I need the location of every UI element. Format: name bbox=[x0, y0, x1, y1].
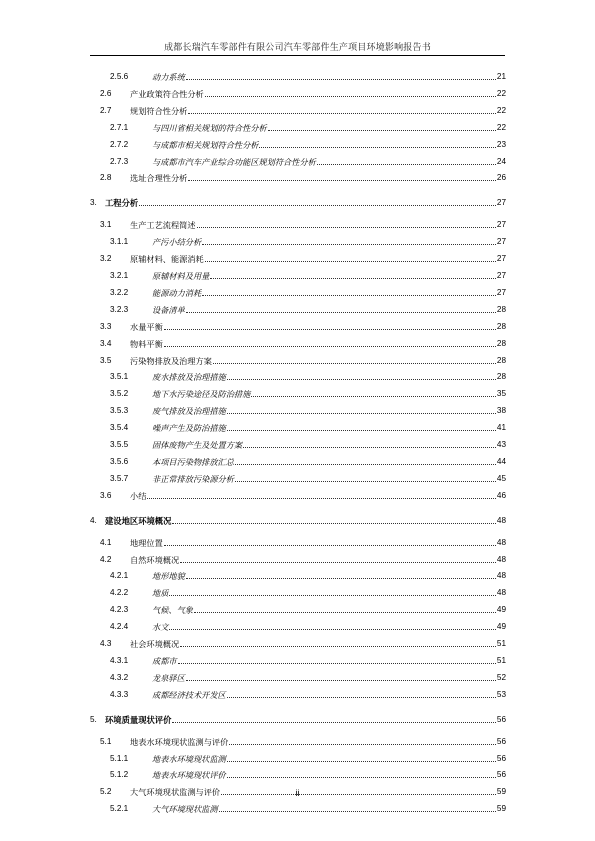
toc-entry-page: 24 bbox=[496, 155, 506, 169]
toc-leader-dots bbox=[169, 595, 496, 596]
toc-leader-dots bbox=[147, 498, 496, 499]
toc-entry-page: 27 bbox=[496, 269, 506, 283]
toc-leader-dots bbox=[219, 811, 496, 812]
toc-entry-page: 22 bbox=[496, 87, 506, 101]
toc-entry-number: 4.3 bbox=[100, 639, 112, 648]
toc-entry-number: 3. bbox=[90, 198, 97, 208]
toc-entry[interactable] bbox=[90, 768, 506, 782]
toc-entry-number: 3.1.1 bbox=[110, 237, 129, 247]
toc-entry-title: 龙泉驿区 bbox=[152, 672, 185, 683]
toc-entry[interactable] bbox=[90, 569, 506, 583]
toc-entry-number: 2.7.1 bbox=[110, 122, 129, 132]
toc-leader-dots bbox=[186, 79, 496, 80]
toc-entry[interactable] bbox=[90, 155, 506, 169]
toc-entry-number: 3.6 bbox=[100, 490, 112, 500]
toc-entry[interactable] bbox=[90, 320, 506, 334]
toc-leader-dots bbox=[180, 562, 496, 563]
toc-entry-title: 水量平衡 bbox=[130, 321, 163, 332]
toc-entry-number: 5.1 bbox=[100, 736, 112, 746]
toc-entry[interactable] bbox=[90, 620, 506, 634]
toc-entry-number: 2.7 bbox=[100, 105, 112, 115]
toc-entry-title: 与成都市相关规划符合性分析 bbox=[152, 139, 259, 150]
toc-entry-title: 物料平衡 bbox=[130, 338, 163, 349]
toc-entry-page: 27 bbox=[496, 218, 506, 232]
toc-leader-dots bbox=[194, 612, 496, 613]
toc-entry-page: 56 bbox=[496, 713, 506, 727]
toc-entry-page: 28 bbox=[496, 337, 506, 351]
toc-entry-page: 27 bbox=[496, 252, 506, 266]
toc-entry-number: 3.3 bbox=[100, 321, 112, 331]
toc-entry[interactable] bbox=[90, 536, 506, 550]
toc-entry-number: 4.3.1 bbox=[110, 655, 129, 665]
toc-entry-title: 生产工艺流程简述 bbox=[130, 220, 196, 231]
toc-entry-number: 5.2 bbox=[100, 787, 112, 797]
toc-entry[interactable] bbox=[90, 218, 506, 232]
toc-leader-dots bbox=[186, 578, 496, 579]
toc-entry-title: 非正常排放污染源分析 bbox=[152, 473, 234, 484]
toc-entry[interactable] bbox=[90, 196, 506, 210]
toc-entry-title: 原辅材料、能源消耗 bbox=[130, 254, 204, 265]
toc-leader-dots bbox=[172, 523, 496, 524]
toc-leader-dots bbox=[268, 130, 496, 131]
toc-entry-title: 噪声产生及防治措施 bbox=[152, 423, 226, 434]
toc-entry-page: 26 bbox=[496, 171, 506, 185]
toc-entry[interactable] bbox=[90, 70, 506, 84]
toc-entry-page: 46 bbox=[496, 489, 506, 503]
toc-entry-number: 4.2 bbox=[100, 554, 112, 564]
toc-entry-title: 大气环境现状监测 bbox=[152, 804, 218, 815]
toc-entry-title: 地形地貌 bbox=[152, 571, 185, 582]
toc-entry-title: 水文 bbox=[152, 622, 169, 633]
toc-leader-dots bbox=[205, 261, 496, 262]
toc-entry-title: 废气排放及治理措施 bbox=[152, 406, 226, 417]
toc-entry-number: 2.7.2 bbox=[110, 139, 129, 149]
toc-entry-page: 43 bbox=[496, 438, 506, 452]
toc-entry[interactable] bbox=[90, 553, 506, 567]
toc-entry-number: 3.5 bbox=[100, 355, 112, 365]
toc-entry-page: 27 bbox=[496, 196, 506, 210]
toc-entry-page: 22 bbox=[496, 121, 506, 135]
toc-entry[interactable] bbox=[90, 87, 506, 101]
toc-entry-title: 动力系统 bbox=[152, 72, 185, 82]
toc-entry-title: 成都市 bbox=[152, 655, 177, 666]
toc-leader-dots bbox=[164, 346, 496, 347]
toc-entry[interactable] bbox=[90, 121, 506, 135]
toc-entry[interactable] bbox=[90, 171, 506, 185]
toc-leader-dots bbox=[178, 663, 496, 664]
toc-entry-page: 48 bbox=[496, 536, 506, 550]
toc-entry-number: 3.5.5 bbox=[110, 440, 129, 449]
toc-entry[interactable] bbox=[90, 735, 506, 749]
toc-entry-number: 4.2.1 bbox=[110, 571, 129, 581]
toc-entry-title: 地质 bbox=[152, 588, 169, 599]
toc-entry-page: 44 bbox=[496, 455, 506, 469]
toc-entry-page: 28 bbox=[496, 370, 506, 384]
toc-entry-title: 规划符合性分析 bbox=[130, 105, 188, 116]
toc-entry[interactable] bbox=[90, 104, 506, 118]
toc-entry-number: 3.5.4 bbox=[110, 423, 129, 433]
toc-entry[interactable] bbox=[90, 252, 506, 266]
toc-entry-page: 56 bbox=[496, 752, 506, 766]
toc-entry[interactable] bbox=[90, 489, 506, 503]
toc-entry-number: 5.2.1 bbox=[110, 804, 129, 814]
toc-entry-page: 48 bbox=[496, 553, 506, 567]
toc-leader-dots bbox=[188, 113, 496, 114]
toc-entry-title: 建设地区环境概况 bbox=[105, 515, 172, 526]
toc-entry[interactable] bbox=[90, 455, 506, 469]
toc-entry[interactable] bbox=[90, 713, 506, 727]
toc-entry-page: 21 bbox=[496, 70, 506, 84]
toc-entry-number: 3.5.6 bbox=[110, 456, 129, 466]
header-rule bbox=[90, 55, 505, 56]
toc-entry[interactable] bbox=[90, 671, 506, 685]
toc-entry[interactable] bbox=[90, 235, 506, 249]
toc-entry-page: 27 bbox=[496, 286, 506, 300]
toc-entry[interactable] bbox=[90, 404, 506, 418]
toc-leader-dots bbox=[213, 363, 496, 364]
toc-entry[interactable] bbox=[90, 603, 506, 617]
running-header: 成都长瑞汽车零部件有限公司汽车零部件生产项目环境影响报告书 bbox=[164, 43, 431, 53]
toc-leader-dots bbox=[227, 777, 496, 778]
toc-entry[interactable] bbox=[90, 637, 506, 651]
toc-entry-page: 27 bbox=[496, 235, 506, 249]
toc-entry-title: 本项目污染物排放汇总 bbox=[152, 456, 234, 467]
toc-leader-dots bbox=[235, 481, 496, 482]
toc-leader-dots bbox=[227, 697, 496, 698]
toc-leader-dots bbox=[139, 205, 496, 206]
toc-entry-number: 3.2.2 bbox=[110, 287, 129, 297]
toc-entry[interactable] bbox=[90, 354, 506, 368]
toc-entry-number: 4.2.2 bbox=[110, 588, 129, 598]
toc-entry-page: 48 bbox=[496, 586, 506, 600]
toc-entry-number: 4.2.4 bbox=[110, 622, 129, 632]
toc-entry-title: 设备清单 bbox=[152, 304, 185, 315]
toc-entry-number: 3.5.1 bbox=[110, 372, 129, 382]
toc-entry-number: 3.5.7 bbox=[110, 473, 129, 483]
toc-entry[interactable] bbox=[90, 514, 506, 528]
toc-entry-title: 工程分析 bbox=[105, 198, 139, 209]
toc-entry-page: 56 bbox=[496, 735, 506, 749]
toc-entry-number: 2.6 bbox=[100, 88, 112, 98]
toc-leader-dots bbox=[317, 164, 496, 165]
toc-entry-number: 4.2.3 bbox=[110, 605, 129, 615]
toc-entry-title: 小结 bbox=[130, 490, 147, 501]
toc-entry[interactable] bbox=[90, 752, 506, 766]
toc-entry-page: 41 bbox=[496, 421, 506, 435]
toc-entry-page: 52 bbox=[496, 671, 506, 685]
toc-entry-page: 23 bbox=[496, 138, 506, 152]
toc-entry[interactable] bbox=[90, 337, 506, 351]
toc-entry-page: 28 bbox=[496, 303, 506, 317]
toc-entry-title: 地下水污染途径及防治措施 bbox=[152, 389, 251, 400]
toc-entry[interactable] bbox=[90, 438, 506, 452]
toc-leader-dots bbox=[180, 646, 496, 647]
toc-entry-page: 38 bbox=[496, 404, 506, 418]
toc-entry-number: 3.2 bbox=[100, 254, 112, 264]
toc-leader-dots bbox=[227, 379, 496, 380]
toc-entry-page: 35 bbox=[496, 387, 506, 401]
toc-entry-title: 产业政策符合性分析 bbox=[130, 88, 204, 99]
toc-entry-number: 5.1.2 bbox=[110, 770, 129, 780]
toc-entry-number: 3.2.1 bbox=[110, 271, 129, 280]
toc-leader-dots bbox=[202, 244, 496, 245]
toc-entry-page: 28 bbox=[496, 320, 506, 334]
toc-entry-page: 49 bbox=[496, 603, 506, 617]
toc-entry[interactable] bbox=[90, 303, 506, 317]
toc-entry-number: 2.5.6 bbox=[110, 72, 129, 81]
toc-entry-title: 废水排放及治理措施 bbox=[152, 372, 226, 383]
toc-entry-title: 自然环境概况 bbox=[130, 554, 180, 565]
toc-entry-title: 与成都市汽车产业综合功能区规划符合性分析 bbox=[152, 156, 316, 167]
toc-entry-page: 59 bbox=[496, 785, 506, 799]
toc-entry-number: 4.3.2 bbox=[110, 672, 129, 682]
toc-entry-page: 53 bbox=[496, 688, 506, 702]
toc-entry-number: 5.1.1 bbox=[110, 753, 129, 763]
toc-entry-number: 4.3.3 bbox=[110, 689, 129, 699]
toc-leader-dots bbox=[186, 680, 496, 681]
toc-leader-dots bbox=[164, 545, 496, 546]
toc-entry-page: 51 bbox=[496, 637, 506, 651]
toc-leader-dots bbox=[210, 278, 496, 279]
toc-entry-number: 4. bbox=[90, 515, 97, 525]
toc-entry-number: 3.5.2 bbox=[110, 389, 129, 399]
toc-entry-page: 59 bbox=[496, 802, 506, 816]
page-number: ii bbox=[295, 788, 300, 798]
toc-entry-title: 环境质量现状评价 bbox=[105, 714, 172, 725]
toc-entry-title: 选址合理性分析 bbox=[130, 173, 188, 184]
toc-entry-title: 气候、气象 bbox=[152, 605, 193, 616]
toc-entry-title: 原辅材料及用量 bbox=[152, 271, 210, 281]
toc-leader-dots bbox=[197, 227, 496, 228]
toc-entry[interactable] bbox=[90, 421, 506, 435]
toc-leader-dots bbox=[235, 464, 496, 465]
toc-entry-title: 社会环境概况 bbox=[130, 639, 180, 649]
toc-entry-title: 地表水环境现状监测 bbox=[152, 753, 226, 764]
toc-entry-page: 51 bbox=[496, 654, 506, 668]
toc-entry-page: 45 bbox=[496, 472, 506, 486]
toc-entry-number: 3.5.3 bbox=[110, 406, 129, 416]
toc-entry-page: 48 bbox=[496, 514, 506, 528]
toc-leader-dots bbox=[227, 430, 496, 431]
toc-entry-title: 固体废物产生及处置方案 bbox=[152, 440, 243, 450]
toc-entry-title: 污染物排放及治理方案 bbox=[130, 355, 212, 366]
toc-entry[interactable] bbox=[90, 586, 506, 600]
toc-entry[interactable] bbox=[90, 387, 506, 401]
toc-entry-number: 3.2.3 bbox=[110, 304, 129, 314]
toc-entry-title: 大气环境现状监测与评价 bbox=[130, 787, 221, 798]
toc-entry-title: 能源动力消耗 bbox=[152, 287, 202, 298]
toc-entry[interactable] bbox=[90, 138, 506, 152]
toc-leader-dots bbox=[243, 447, 496, 448]
toc-entry[interactable] bbox=[90, 802, 506, 816]
toc-entry-page: 49 bbox=[496, 620, 506, 634]
toc-leader-dots bbox=[172, 722, 496, 723]
toc-entry-page: 22 bbox=[496, 104, 506, 118]
toc-entry-title: 地表水环境现状监测与评价 bbox=[130, 736, 229, 747]
toc-entry-number: 2.8 bbox=[100, 173, 112, 183]
toc-leader-dots bbox=[169, 629, 496, 630]
toc-entry-number: 2.7.3 bbox=[110, 156, 129, 166]
toc-entry[interactable] bbox=[90, 472, 506, 486]
toc-leader-dots bbox=[259, 147, 496, 148]
toc-entry-title: 产污小结分析 bbox=[152, 237, 202, 248]
toc-entry[interactable] bbox=[90, 688, 506, 702]
toc-leader-dots bbox=[205, 96, 496, 97]
toc-leader-dots bbox=[186, 312, 496, 313]
toc-entry-title: 与四川省相关规划的符合性分析 bbox=[152, 122, 267, 133]
toc-entry-page: 28 bbox=[496, 354, 506, 368]
toc-entry-page: 56 bbox=[496, 768, 506, 782]
toc-leader-dots bbox=[202, 295, 496, 296]
toc-entry-title: 成都经济技术开发区 bbox=[152, 689, 226, 700]
toc-leader-dots bbox=[164, 329, 496, 330]
toc-entry-page: 48 bbox=[496, 569, 506, 583]
toc-entry[interactable] bbox=[90, 654, 506, 668]
toc-entry-title: 地表水环境现状评价 bbox=[152, 770, 226, 781]
toc-entry-title: 地理位置 bbox=[130, 537, 163, 548]
toc-leader-dots bbox=[229, 744, 496, 745]
toc-entry-number: 3.4 bbox=[100, 338, 112, 348]
toc-leader-dots bbox=[251, 396, 496, 397]
toc-entry[interactable] bbox=[90, 269, 506, 283]
toc-leader-dots bbox=[188, 180, 496, 181]
toc-leader-dots bbox=[227, 761, 496, 762]
toc-entry[interactable] bbox=[90, 370, 506, 384]
toc-entry-number: 5. bbox=[90, 714, 97, 724]
toc-entry-number: 4.1 bbox=[100, 537, 112, 547]
toc-leader-dots bbox=[227, 413, 496, 414]
toc-entry-number: 3.1 bbox=[100, 220, 112, 230]
toc-entry[interactable] bbox=[90, 286, 506, 300]
